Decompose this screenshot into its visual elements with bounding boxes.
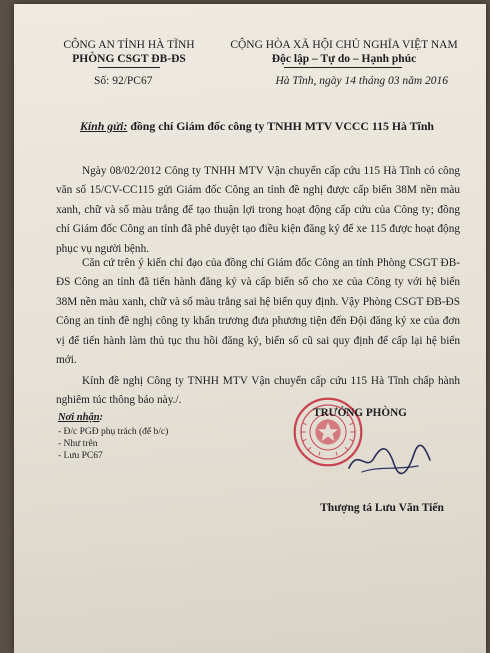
- org-name: CÔNG AN TỈNH HÀ TĨNH: [63, 39, 195, 51]
- national-motto: Độc lập – Tự do – Hạnh phúc: [271, 53, 417, 65]
- signature-title: TRƯỞNG PHÒNG: [313, 407, 407, 419]
- recipient-item: - Lưu PC67: [58, 451, 103, 461]
- body-paragraph-3: Kính đề nghị Công ty TNHH MTV Vận chuyển cấp cứu 115 Hà Tĩnh chấp hành nghiêm túc thông báo này./.: [56, 375, 460, 407]
- recipients-title: Nơi nhận:: [58, 412, 104, 423]
- right-header: [214, 38, 474, 66]
- recipients-block: [58, 412, 258, 462]
- place-date: Hà Tĩnh, ngày 14 tháng 03 năm 2016: [275, 75, 448, 87]
- body-paragraph-2: Căn cứ trên ý kiến chỉ đạo của đồng chí Giám đốc Công an tỉnh Phòng CSGT ĐB-ĐS Công an tỉnh đã tiến hành đăng ký và cấp biển số cho xe của Công ty với hệ biển 38M nền màu xanh, chữ và số màu trắng sai hệ biển quy định. Vậy Phòng CSGT ĐB-ĐS Công an tỉnh đề nghị công ty khẩn trương đưa phương tiện đến Đội đăng ký xe của đơn vị để tiến hành làm thủ tục thu hồi đăng ký, biển số cũ sai quy định để cấp lại hệ biển mới.: [56, 257, 460, 367]
- recipient-label: Kính gửi:: [80, 119, 128, 133]
- department-name: PHÒNG CSGT ĐB-ĐS: [72, 53, 186, 65]
- motto-rule: [284, 67, 402, 68]
- national-title: CỘNG HÒA XÃ HỘI CHỦ NGHĨA VIỆT NAM: [230, 39, 458, 51]
- document-page: [14, 4, 486, 653]
- document-number: Số: 92/PC67: [94, 75, 153, 87]
- handwritten-signature-icon: [344, 442, 434, 478]
- recipient-text: đồng chí Giám đốc công ty TNHH MTV VCCC 115 Hà Tĩnh: [130, 119, 434, 133]
- body-paragraph-1: Ngày 08/02/2012 Công ty TNHH MTV Vận chuyển cấp cứu 115 Hà Tĩnh có công văn số 15/CV-CC115 gửi Giám đốc Công an tỉnh đề nghị được cấp biển 38M nền màu xanh, chữ và số màu trắng để tạo thuận lợi trong hoạt động cấp cứu của Công ty; đồng chí Giám đốc Công an tỉnh đã phê duyệt tạo điều kiện đăng ký để xe 115 được hoạt động phục vụ người bệnh.: [56, 165, 460, 255]
- left-header-rule: [98, 67, 160, 68]
- recipient-line: [80, 119, 480, 134]
- signer-name: Thượng tá Lưu Văn Tiến: [320, 502, 444, 514]
- recipient-item: - Đ/c PGĐ phụ trách (để b/c): [58, 427, 169, 437]
- recipient-item: - Như trên: [58, 439, 98, 449]
- left-header: [44, 38, 214, 66]
